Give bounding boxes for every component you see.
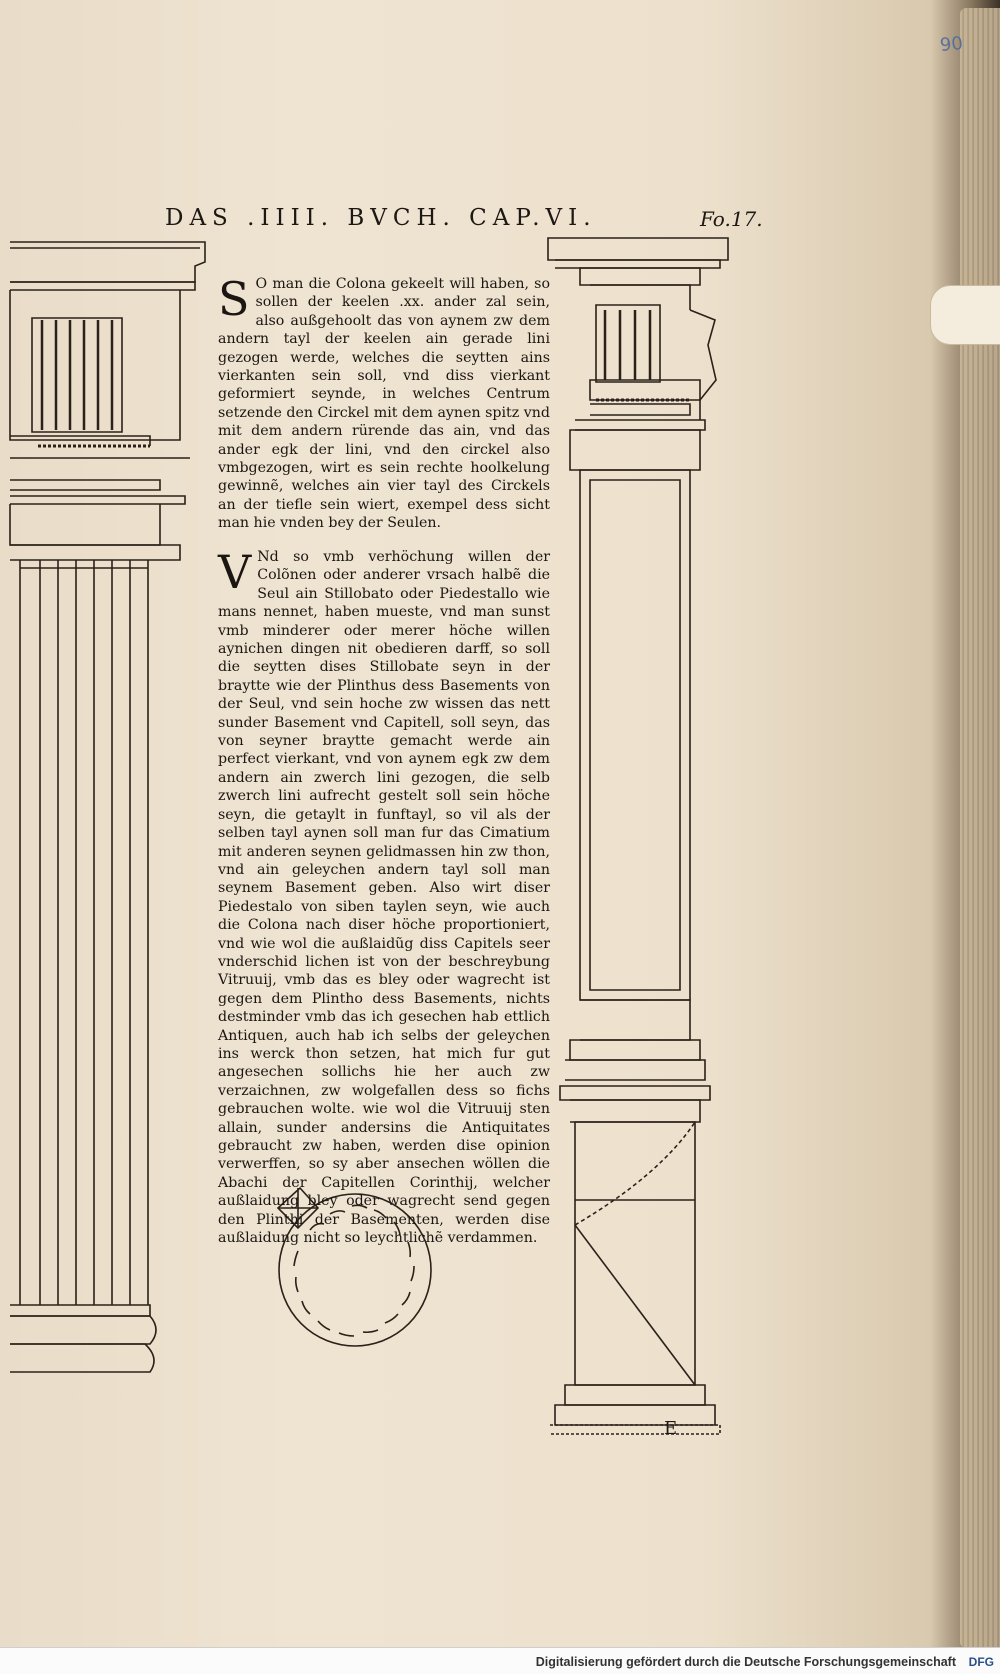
paragraph-body: O man die Colona gekeelt will haben, so sollen der keelen .xx. ander zal sein, also außgehoolt das von aynem zw dem andern tayl der keelen ain gerade lini gezogen werde, welches die seytten ains vierkanten sein soll, vnd diss vierkant geformiert seynde, in welches Centrum setzende den Circkel mit dem aynen spitz vnd mit dem andern rürende das ain, vnd das ander egk der lini, vnd den circkel also vmbgezogen, wirt es sein rechte hoolkelung gewinnẽ, welches ain vier tayl des Circkels an der tiefle sein wiert, exempel dess sicht man hie vnden bey der Seulen. — [218, 276, 550, 532]
digitization-footer — [0, 1647, 1000, 1674]
drop-cap-v: V — [218, 545, 252, 599]
folio-number: Fo.17. — [700, 207, 763, 231]
dfg-logo: DFG — [968, 1655, 994, 1669]
pencil-folio-number: 90 — [938, 32, 964, 57]
drop-cap-s: S — [218, 272, 250, 326]
signature-mark: E — [664, 1418, 678, 1439]
right-column-illustration — [548, 238, 728, 1434]
running-head: DAS .IIII. BVCH. CAP.VI. — [165, 205, 597, 231]
left-column-illustration — [10, 242, 205, 1372]
text-paragraph-2 — [218, 545, 550, 1247]
footer-credit: Digitalisierung gefördert durch die Deutsche Forschungsgemeinschaft — [535, 1655, 956, 1669]
paragraph-body: Nd so vmb verhöchung willen der Colõnen oder anderer vrsach halbẽ die Seul ain Stillobato oder Piedestallo wie mans nennet, haben mueste, vnd man sunst vmb minderer oder merer höche willen aynichen dingen nit obedieren darff, so soll die seytten dises Stillobate seyn in der braytte wie der Plinthus dess Basements von der Seul, vnd sein hoche zw wissen das nett sunder Basement vnd Capitell, soll seyn, das von seyner braytte gemacht werde ain perfect vierkant, vnd von aynem egk zw dem andern ain zwerch lini gezogen, die selb zwerch lini aufrecht gestelt soll sein höche seyn, die getaylt in funftayl, so vil als der selben tayl aynen soll man fur das Cimatium mit anderen seynen gelidmassen hin zw thon, vnd ain geleychen andern tayl soll man seynem Basement geben. Also wirt diser Piedestalo von siben taylen seyn, wie auch die Colona nach diser höche proportioniert, vnd wie wol die außlaidũg diss Capitels seer vnderschid lichen ist von der beschreybung Vitruuij, vmb das es bley oder wagrecht ist gegen dem Plintho dess Basements, nichts destminder vmb das ich gesechen hab ettlich Antiquen, auch hab ich selbs der geleychen ins werck thon setzen, hat mich fur gut angesechen sollichs hie her auch zw verzaichnen, zw wolgefallen dess so fichs gebrauchen wolte. wie wol die Vitruuij sten allain, sunder andersins die Antiquitates gebraucht zw haben, werden dise opinion verwerffen, so sy aber ansechen wöllen die Abachi der Capitellen Corinthij, welcher außlaidung bley oder wagrecht send gegen den Plinthi der Basementen, werden dise außlaidung nicht so leychtlichẽ verdammen. — [218, 549, 550, 1247]
text-paragraph-1 — [218, 272, 550, 533]
